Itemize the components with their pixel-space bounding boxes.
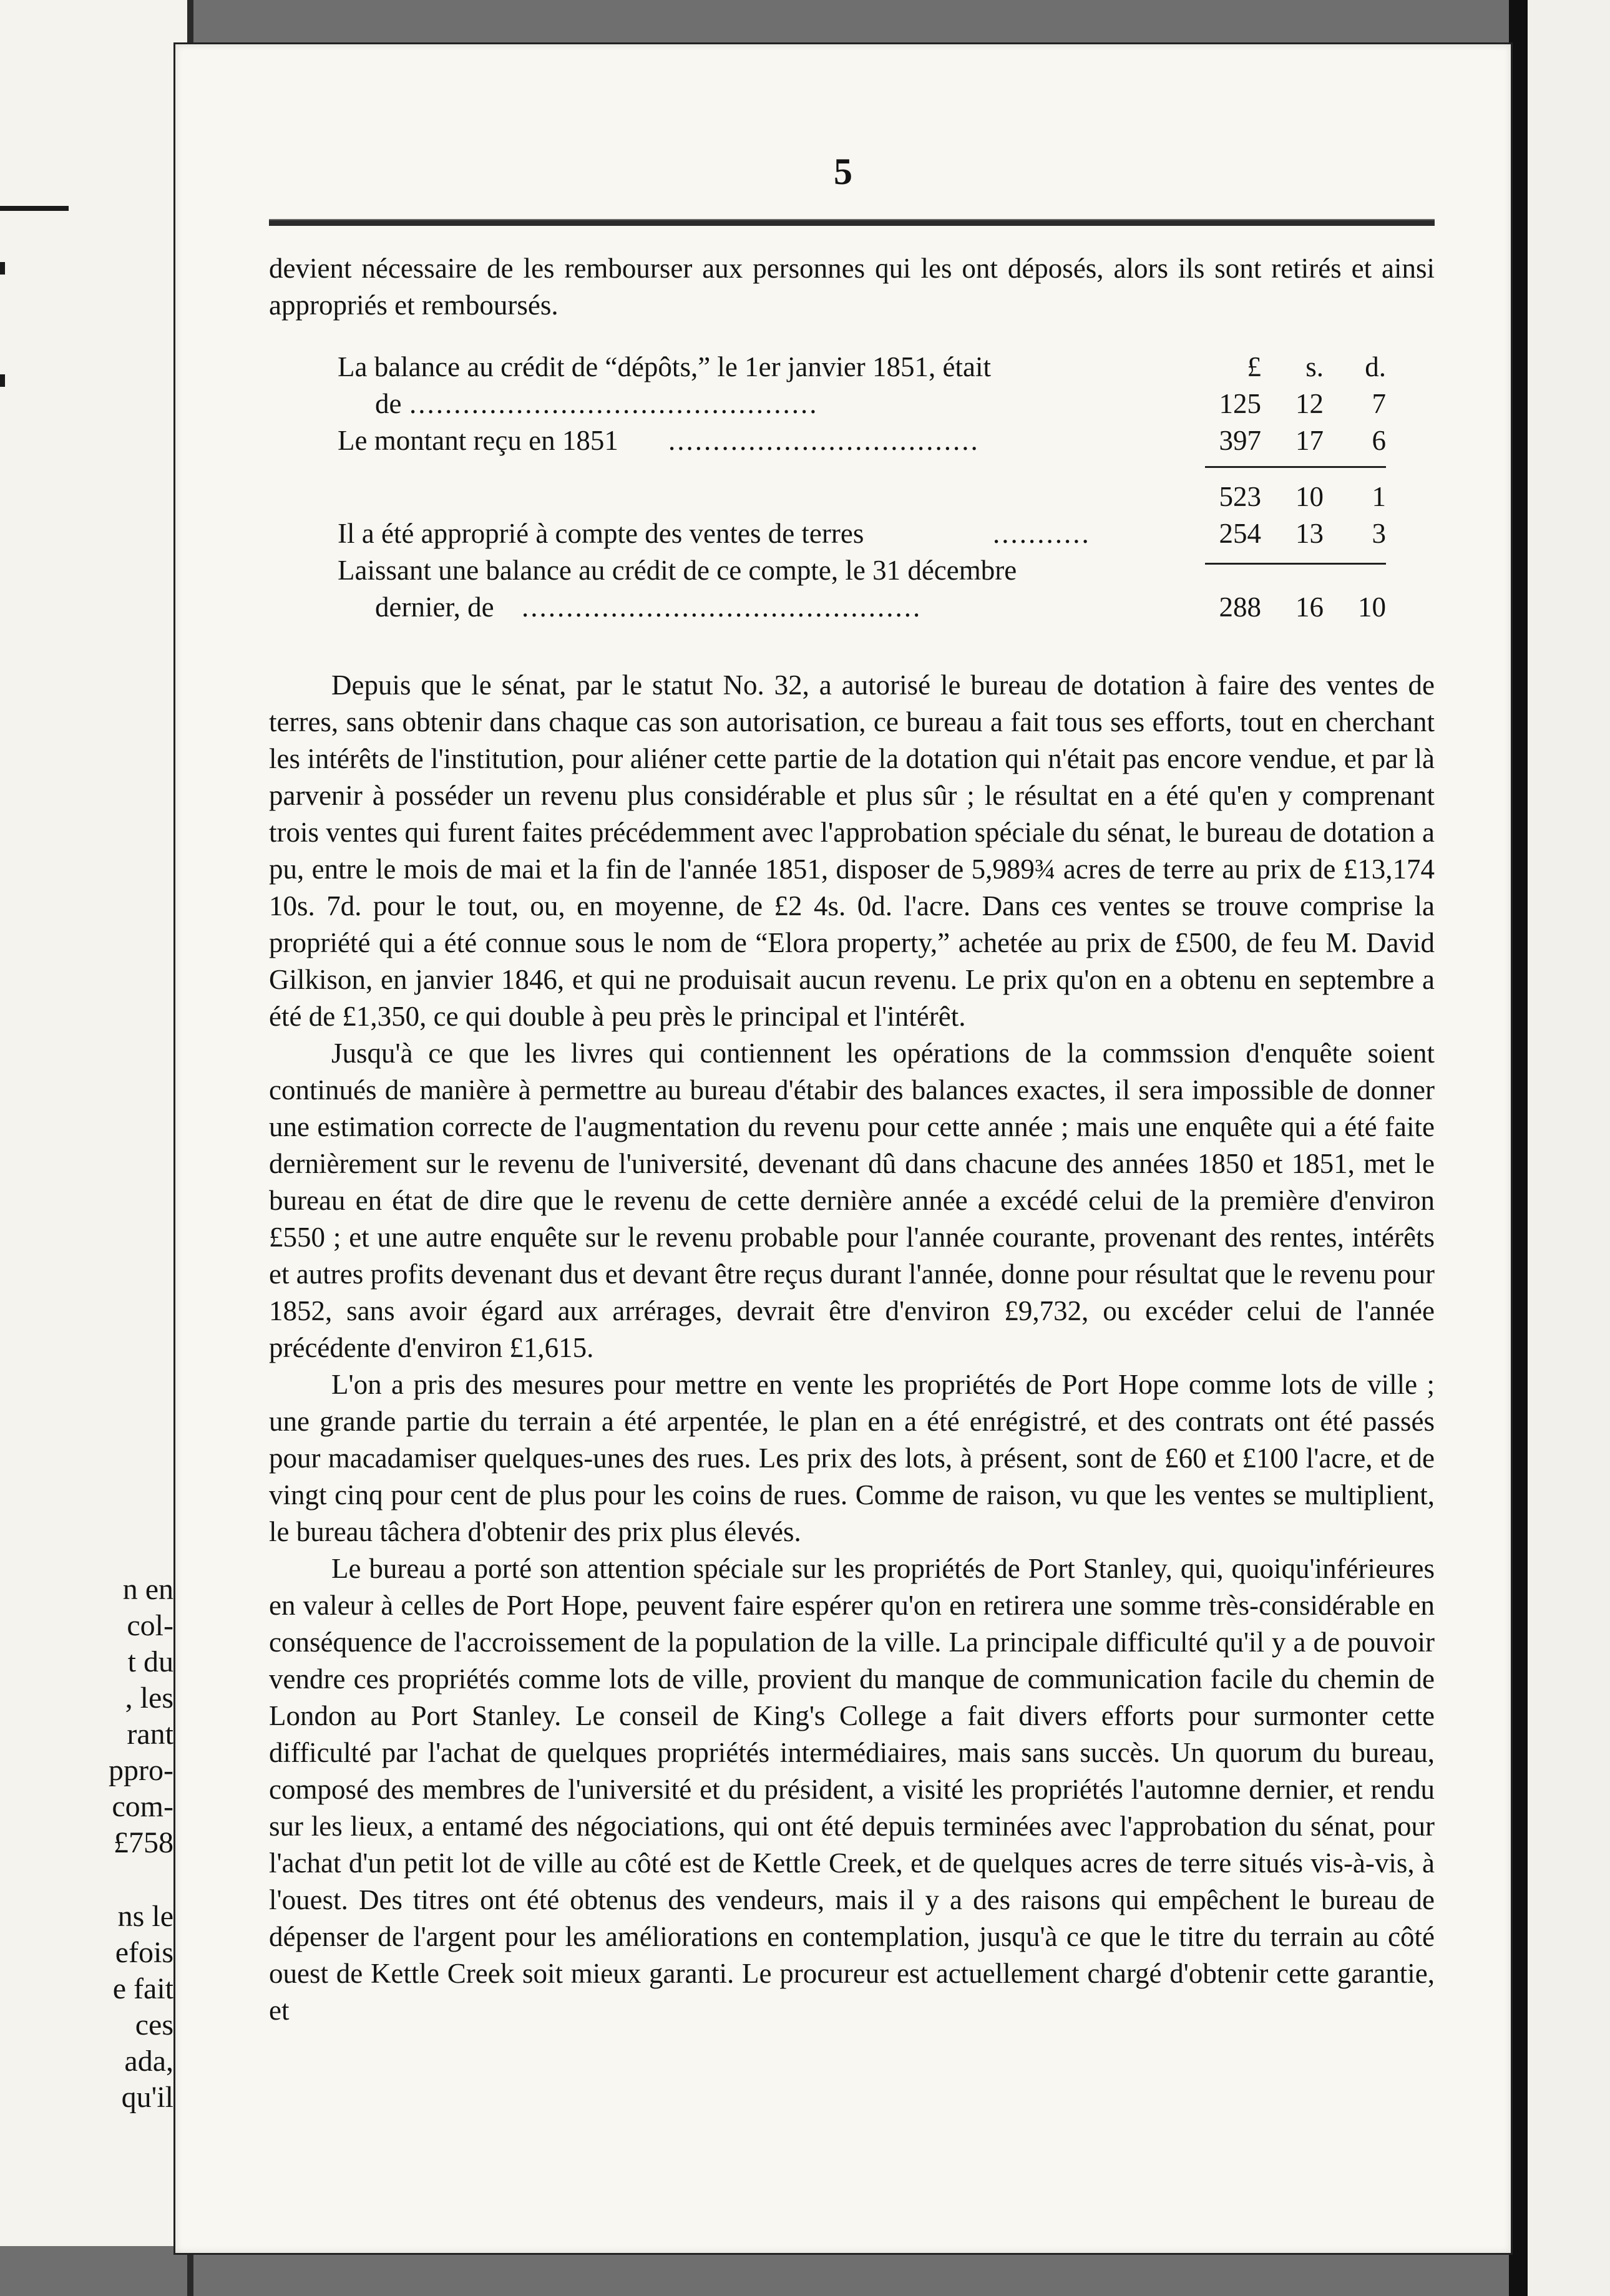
amount-pence: 6 (1372, 425, 1386, 456)
page-number: 5 (834, 151, 852, 192)
amount-pence: 3 (1372, 518, 1386, 549)
ledger-row (269, 515, 1435, 552)
shillings-header: s. (1305, 351, 1324, 382)
rule-fragment (0, 206, 69, 211)
text-fragment: t du (127, 1645, 173, 1678)
paragraph-endowment-sales: Depuis que le sénat, par le statut No. 32, a autorisé le bureau de dotation à faire des ventes de terres, sans obtenir dans chaque cas son autorisation, ce bureau a fait tous ses efforts, tout en cherchant les intérêts de l'institution, pour aliéner cette partie de la dotation qui n'était pas encore vendue, et par là parvenir à posséder un revenu plus considérable et plus sûr ; le résultat en a été qu'en y comprenant trois ventes qui furent faites précédemment avec l'approbation spéciale du sénat, le bureau de dotation a pu, entre le mois de mai et la fin de l'année 1851, disposer de 5,989¾ acres de terre au prix de £13,174 10s. 7d. pour le tout, ou, en moyenne, de £2 4s. 0d. l'acre. Dans ces ventes se trouve comprise la propriété qui a été connue sous le nom de “Elora property,” achetée au prix de £500, de feu M. David Gilkison, en janvier 1846, et qui ne produisait aucun revenu. Le prix qu'on en a obtenu en septembre a été de £1,350, ce qui double à peu près le principal et l'intérêt. (269, 669, 1435, 1032)
amount-shillings: 10 (1295, 481, 1324, 512)
mark-fragment (0, 374, 5, 387)
ledger-row (269, 422, 1435, 459)
text-fragment: com- (112, 1790, 173, 1823)
ledger-row-label: La balance au crédit de “dépôts,” le 1er janvier 1851, était (338, 351, 991, 382)
amount-shillings: 13 (1295, 518, 1324, 549)
amount-shillings: 12 (1295, 388, 1324, 419)
page-body (269, 250, 1435, 2029)
pounds-header: £ (1247, 351, 1261, 382)
leader-dots: ............................................. (522, 591, 922, 623)
previous-page-fragment (0, 0, 187, 2246)
page-edge (1509, 0, 1610, 2296)
text-fragment: ppro- (109, 1754, 173, 1787)
text-fragment: n en (122, 1573, 173, 1606)
deposit-ledger (269, 349, 1435, 642)
amount-pounds: 254 (1219, 518, 1261, 549)
leader-dots: ........... (993, 518, 1091, 549)
mark-fragment (0, 262, 5, 275)
paragraph-port-hope: L'on a pris des mesures pour mettre en vente les propriétés de Port Hope comme lots de ville ; une grande partie du terrain a été arpentée, le plan en a été enrégistré, et des contrats ont été passés pour macadamiser quelques-unes des rues. Les prix des lots, à présent, sont de £60 et £100 l'acre, et de vingt cinq pour cent de plus pour les coins de rues. Comme de raison, vu que les ventes se multiplient, le bureau tâchera d'obtenir des prix plus élevés. (269, 1369, 1435, 1547)
paragraph-port-stanley: Le bureau a porté son attention spéciale sur les propriétés de Port Stanley, qui, quoiqu'inférieures en valeur à celles de Port Hope, peuvent faire espérer qu'on en retirera une somme très-considérable en conséquence de l'accroissement de la population de la ville. La principale difficulté qu'il y a de pouvoir vendre ces propriétés comme lots de ville, provient du manque de communication facile du chemin de London au Port Stanley. Le conseil de King's College a fait divers efforts pour surmonter cette difficulté par l'achat de quelques propriétés intermédiaires, mais sans succès. Un quorum du bureau, composé des membres de l'université et du président, a visité les propriétés l'automne dernier, et rendu sur les lieux, a entamé des négociations, qui ont été depuis terminées avec l'approbation du sénat, pour l'achat d'un petit lot de ville au côté est de Kettle Creek, et de quelques acres de terre situés vis-à-vis, à l'ouest. Des titres ont été obtenus des vendeurs, mais il y a des raisons qui empêchent le bureau de dépenser de l'argent pour les améliorations en contemplation, jusqu'à ce que le titre du terrain au côté ouest de Kettle Creek soit mieux garanti. Le procureur est actuellement chargé d'obtenir cette garantie, et (269, 1553, 1435, 2026)
ledger-row (269, 589, 1435, 626)
text-fragment: e fait (112, 1972, 173, 2005)
paragraph-revenue: Jusqu'à ce que les livres qui contiennent les opérations de la commssion d'enquête soient continués de manière à permettre au bureau d'étabir des balances exactes, il sera impossible de donner une estimation correcte de l'augmentation du revenu pour cette année ; mais une enquête qui a été faite dernièrement sur le revenu de l'université, devenant dû dans chacune des années 1850 et 1851, met le bureau en état de dire que le revenu de cette dernière année a excédé celui de la première d'environ £550 ; et une autre enquête sur le revenu probable pour l'année courante, provenant des rentes, intérêts et autres profits devenant dus et devant être reçus durant l'année, donne pour résultat que le revenu pour 1852, sans avoir égard aux arrérages, devrait être d'environ £9,732, ou excéder celui de l'année précédente d'environ £1,615. (269, 1038, 1435, 1363)
ledger-row-label: Le montant reçu en 1851 (338, 425, 618, 456)
text-fragment: , les (125, 1681, 173, 1715)
leader-dots: .............................................. (409, 388, 819, 419)
text-fragment: £758 (114, 1826, 173, 1859)
amount-shillings: 16 (1295, 591, 1324, 623)
amount-pence: 1 (1372, 481, 1386, 512)
sum-rule (1205, 563, 1386, 565)
text-fragment: ces (135, 2008, 173, 2041)
ledger-row (269, 386, 1435, 422)
text-fragment: rant (127, 1718, 173, 1751)
text-fragment: qu'il (121, 2081, 173, 2114)
text-fragment: ns le (117, 1900, 173, 1933)
ledger-row-label: dernier, de (375, 591, 494, 623)
amount-pence: 10 (1358, 591, 1386, 623)
sum-rule (1205, 466, 1386, 468)
opening-text: devient nécessaire de les rembourser aux personnes qui les ont déposés, alors ils sont retirés et ainsi appropriés et remboursés. (269, 253, 1435, 321)
amount-pounds: 288 (1219, 591, 1261, 623)
ledger-row-label: Laissant une balance au crédit de ce compte, le 31 décembre (338, 555, 1017, 586)
ledger-row-label: de (375, 388, 402, 419)
amount-pounds: 125 (1219, 388, 1261, 419)
text-fragment: efois (115, 1936, 173, 1969)
text-fragment: ada, (124, 2045, 173, 2078)
ledger-subtotal-row (269, 479, 1435, 515)
leader-dots: ................................... (668, 425, 980, 456)
amount-shillings: 17 (1295, 425, 1324, 456)
amount-pence: 7 (1372, 388, 1386, 419)
scanned-page (173, 42, 1513, 2255)
text-fragment: col- (127, 1609, 173, 1642)
header-rule (269, 219, 1435, 226)
amount-pounds: 523 (1219, 481, 1261, 512)
pence-header: d. (1365, 351, 1386, 382)
ledger-row-label: Il a été approprié à compte des ventes de terres (338, 518, 864, 549)
ledger-row (269, 349, 1435, 386)
ledger-row (269, 552, 1435, 589)
amount-pounds: 397 (1219, 425, 1261, 456)
